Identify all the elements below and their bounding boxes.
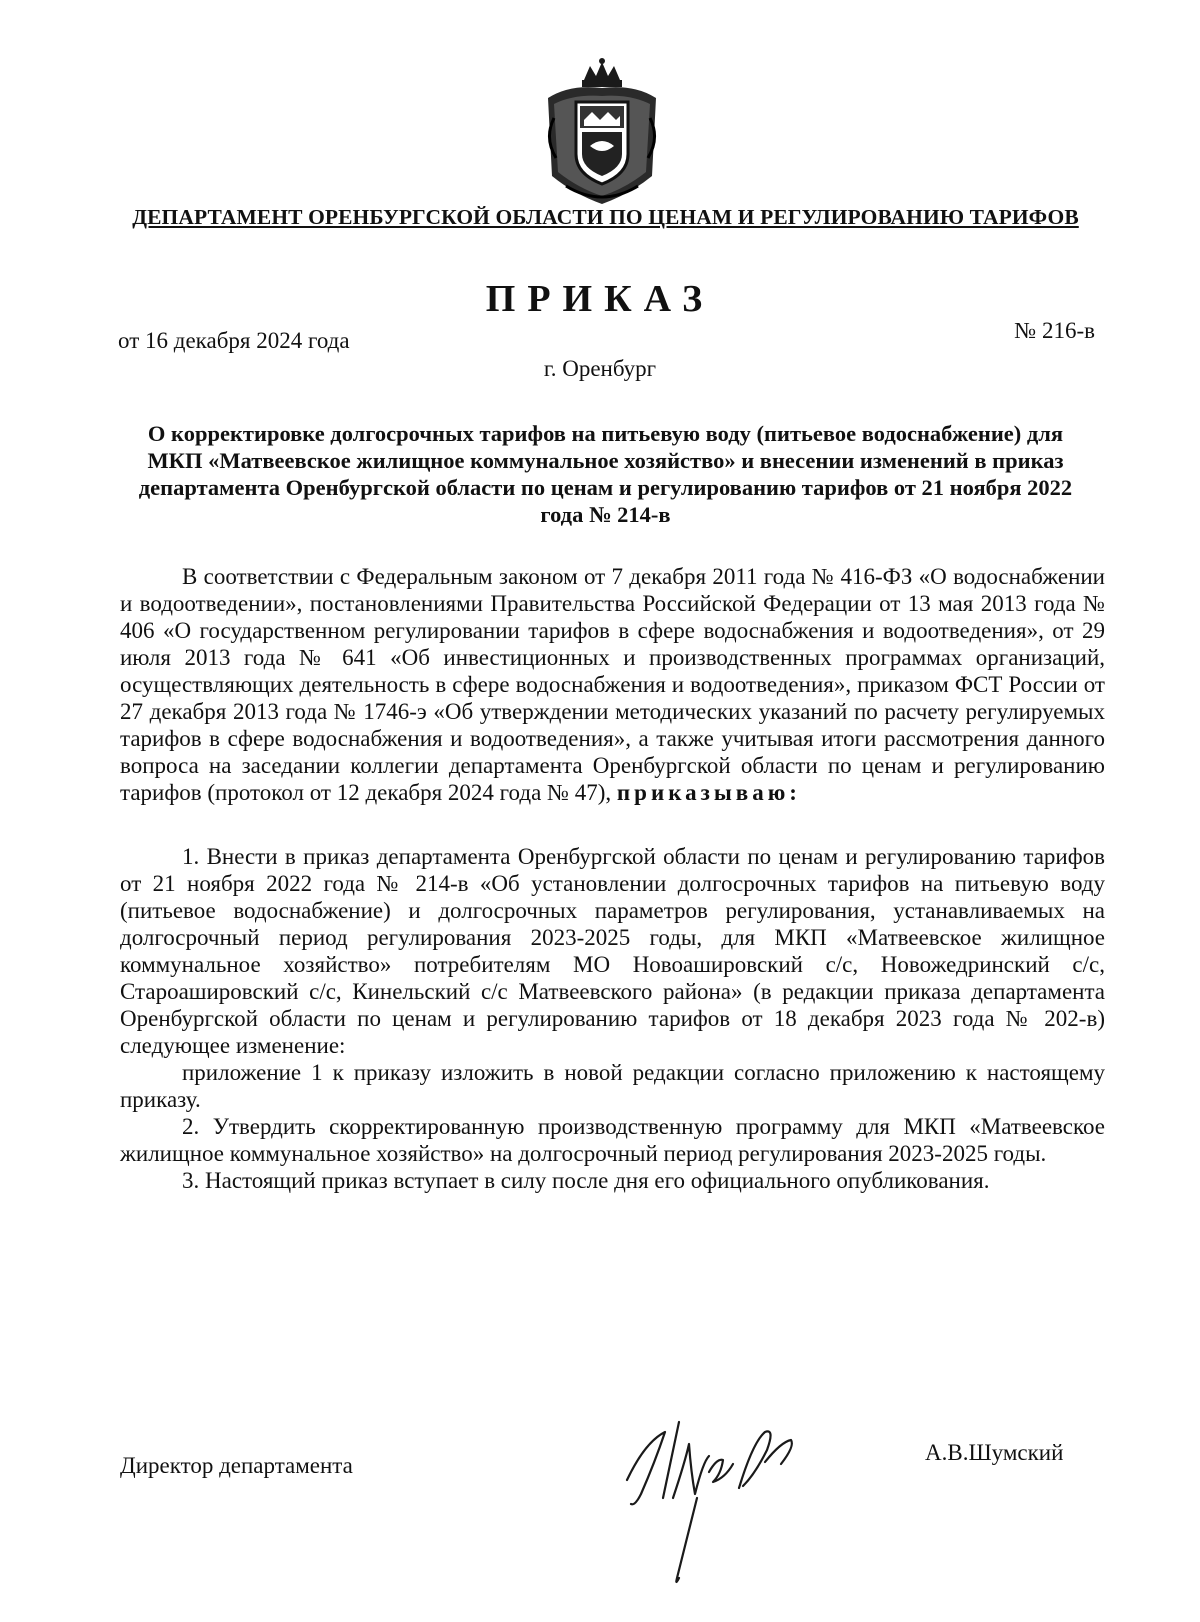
item-1: 1. Внести в приказ департамента Оренбургской области по ценам и регулированию тарифов от 21 ноября 2022 года № 214-в «Об установлении долгосрочных тарифов на питьевую воду (питьевое водоснабжение) и долгосрочных параметров регулирования, устанавливаемых на долгосрочный период регулирования 2023-2025 годы, для МКП «Матвеевское жилищное коммунальное хозяйство» потребителям МО Новоашировский с/с, Новожедринский с/с, Староашировский с/с, Кинельский с/с Матвеевского района» (в редакции приказа департамента Оренбургской области по ценам и регулированию тарифов от 18 декабря 2023 года № 202-в) следующее изменение: [120,844,1105,1058]
signature-icon [605,1402,815,1602]
item-2: 2. Утвердить скорректированную производственную программу для МКП «Матвеевское жилищное коммунальное хозяйство» на долгосрочный период регулирования 2023-2025 годы. [120,1114,1105,1166]
order-number: № 216-в [1014,318,1095,343]
order-city: г. Оренбург [543,356,657,381]
item-3: 3. Настоящий приказ вступает в силу после дня его официального опубликования. [182,1168,990,1193]
item-1-sub: приложение 1 к приказу изложить в новой редакции согласно приложению к настоящему приказу. [120,1060,1105,1112]
coat-of-arms-icon [540,58,664,208]
order-body [120,563,1105,1194]
signer-name: А.В.Шумский [925,1440,1064,1465]
department-name: ДЕПАРТАМЕНТ ОРЕНБУРГСКОЙ ОБЛАСТИ ПО ЦЕНАМ И РЕГУЛИРОВАНИЮ ТАРИФОВ [132,205,1079,229]
order-date: от 16 декабря 2024 года [118,328,350,353]
signer-role: Директор департамента [120,1453,353,1478]
document-title: ПРИКАЗ [485,278,715,320]
preamble-text: В соответствии с Федеральным законом от 7 декабря 2011 года № 416-ФЗ «О водоснабжении и водоотведении», постановлениями Правительства Российской Федерации от 13 мая 2013 года № 406 «О государственном регулировании тарифов в сфере водоснабжения и водоотведения», от 29 июля 2013 года № 641 «Об инвестиционных и производственных программах организаций, осуществляющих деятельность в сфере водоснабжения и водоотведения», приказом ФСТ России от 27 декабря 2013 года № 1746-э «Об утверждении методических указаний по расчету регулируемых тарифов в сфере водоснабжения и водоотведения», а также учитывая итоги рассмотрения данного вопроса на заседании коллегии департамента Оренбургской области по ценам и регулированию тарифов (протокол от 12 декабря 2024 года № 47), [120,564,1105,805]
preamble-paragraph [120,563,1105,806]
order-word: приказываю: [616,780,801,805]
order-subject: О корректировке долгосрочных тарифов на питьевую воду (питьевое водоснабжение) для МКП «Матвеевское жилищное коммунальное хозяйство» и внесении изменений в приказ департамента Оренбургской области по ценам и регулированию тарифов от 21 ноября 2022 года № 214-в [138,421,1073,527]
